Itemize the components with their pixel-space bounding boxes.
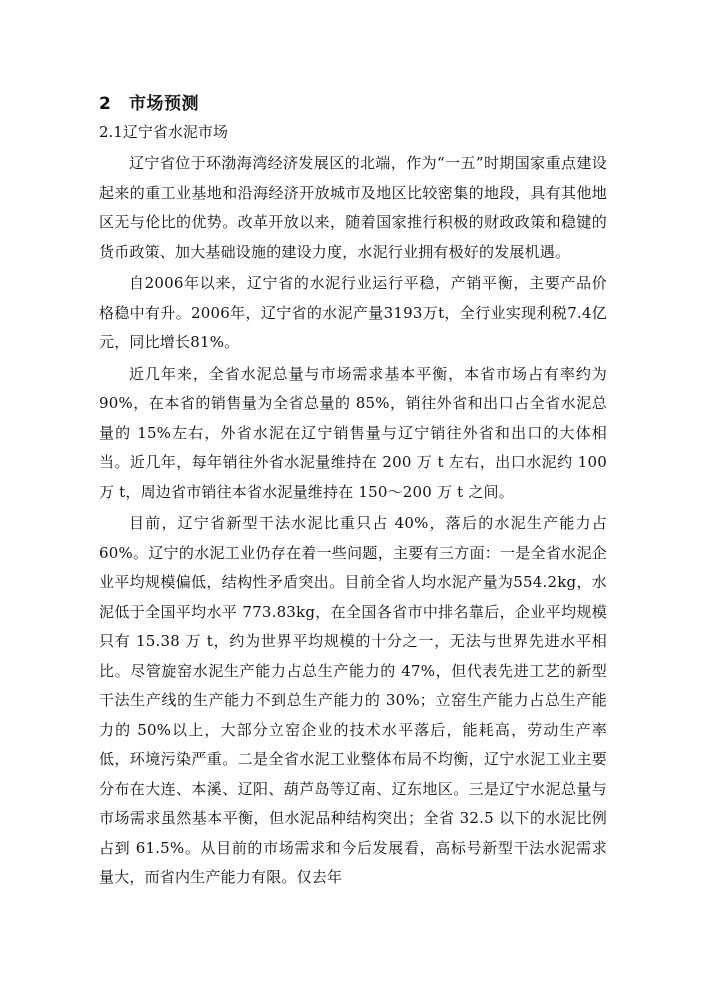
section-title: 市场预测 (129, 94, 199, 114)
section-heading (99, 89, 199, 114)
body-text (99, 149, 607, 893)
section-number: 2 (99, 94, 112, 114)
subsection-heading: 2.1辽宁省水泥市场 (99, 123, 228, 141)
paragraph-current-problems: 目前，辽宁省新型干法水泥比重只占 40%，落后的水泥生产能力占60%。辽宁的水泥工业仍存在着一些问题，主要有三方面：一是全省水泥企业平均规模偏低，结构性矛盾突出。目前全省人均水泥产量为554.2kg，水泥低于全国平均水平 773.83kg，在全国各省市中排名靠后，企业平均规模只有 15.38 万 t，约为世界平均规模的十分之一，无法与世界先进水平相比。尽管旋窑水泥生产能力占总生产能力的 47%，但代表先进工艺的新型干法生产线的生产能力不到总生产能力的 30%；立窑生产能力占总生产能力的 50%以上，大部分立窑企业的技术水平落后，能耗高，劳动生产率低，环境污染严重。二是全省水泥工业整体布局不均衡，辽宁水泥工业主要分布在大连、本溪、辽阳、葫芦岛等辽南、辽东地区。三是辽宁水泥总量与市场需求虽然基本平衡，但水泥品种结构突出；全省 32.5 以下的水泥比例占到 61.5%。从目前的市场需求和今后发展看，高标号新型干法水泥需求量大，而省内生产能力有限。仅去年 (99, 514, 607, 886)
paragraph-market-balance: 近几年来，全省水泥总量与市场需求基本平衡，本省市场占有率约为 90%，在本省的销售量为全省总量的 85%，销往外省和出口占全省水泥总量的 15%左右，外省水泥在辽宁销售量与辽宁销往外省和出口的大体相当。近几年，每年销往外省水泥量维持在 200 万 t 左右，出口水泥约 100 万 t，周边省市销往本省水泥量维持在 150～200 万 t 之间。 (99, 364, 607, 501)
paragraph-overview: 辽宁省位于环渤海湾经济发展区的北端，作为“一五”时期国家重点建设起来的重工业基地和沿海经济开放城市及地区比较密集的地段，具有其他地区无与伦比的优势。改革开放以来，随着国家推行积极的财政政策和稳键的货币政策、加大基础设施的建设力度，水泥行业拥有极好的发展机遇。 (99, 154, 607, 261)
paragraph-2006-output: 自2006年以来，辽宁省的水泥行业运行平稳，产销平衡，主要产品价格稳中有升。2006年，辽宁省的水泥产量3193万t，全行业实现利税7.4亿元，同比增长81%。 (99, 274, 607, 351)
